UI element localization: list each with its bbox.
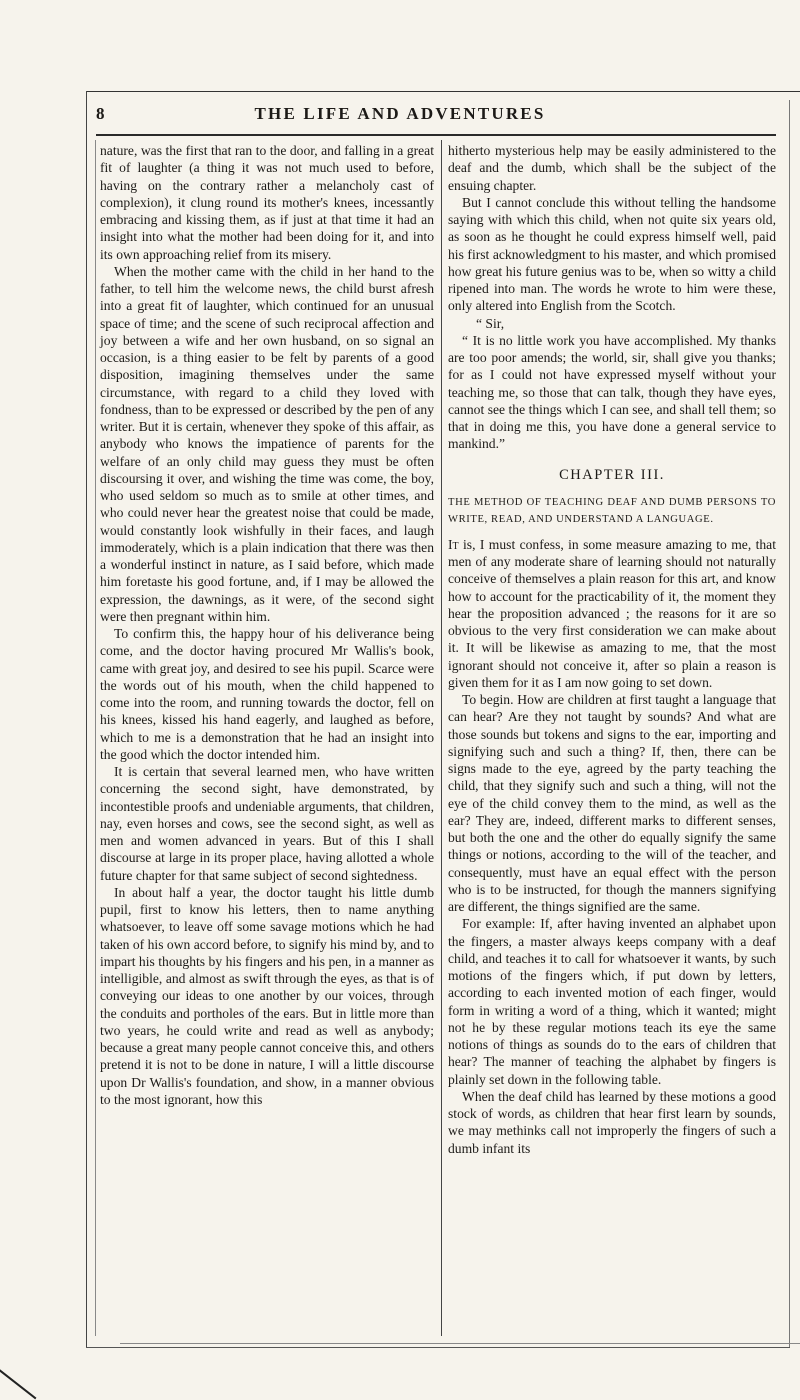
- left-column: [100, 142, 434, 1108]
- left-paragraph: In about half a year, the doctor taught his little dumb pupil, first to know his letters, then to name anything whatsoever, to leave off some savage motions which he had taken of his own accord before, to signify his mind by, and to impart his thoughts by his fingers and his pen, in a manner as intelligible, and almost as swift through the eyes, as that is of conveying our ideas to one another by our voices, through the conduits and portholes of the ears. But in little more than two years, he could write and read as well as anybody; because a great many people cannot conceive this, and others pretend it is not to be done in nature, I will a little discourse upon Dr Wallis's foundation, and show, in a manner obvious to the most ignorant, how this: [100, 884, 434, 1107]
- right-paragraph: When the deaf child has learned by these motions a good stock of words, as children that hear first learn by sounds, we may methinks call not improperly the fingers of such a dumb infant its: [448, 1088, 776, 1156]
- scan-border-left: [86, 91, 87, 1348]
- chapter-title: CHAPTER III.: [559, 466, 665, 483]
- letter-salutation: “ Sir,: [476, 315, 505, 331]
- opening-initial: It: [448, 536, 459, 552]
- scan-border-bottom-inner: [120, 1343, 800, 1344]
- right-paragraph: For example: If, after having invented an alphabet upon the fingers, a master always keeps company with a deaf child, and teaches it to call for whatsoever it wants, by such motions of the fingers which, if put down by letters, according to each invented motion of each finger, would form in writing a word of a thing, which it wanted; might not he by these regular motions teach its eye the same notions of things as sounds do to the ears of children that hear? The manner of teaching the alphabet by fingers is plainly set down in the following table.: [448, 916, 776, 1087]
- left-paragraph: When the mother came with the child in her hand to the father, to tell him the welcome news, the child burst afresh into a great fit of laughter, which continued for an unusual space of time; and the scene of such reciprocal affection and joy between a wife and her own husband, on so signal an occasion, is a thing easier to be felt by parents of a good disposition, imagining themselves under the same circumstance, with regard to a child they loved with fondness, than to be expressed or described by the pen of any writer. But it is certain, whenever they spoke of this affair, as anybody who knows the impatience of parents for the welfare of an only child may guess they must be often discoursing it over, and wishing the time was come, the boy, who used seldom so much as to smile at other times, and who could never hear the greatest noise that could be made, would constantly look wishfully in their faces, and laugh immoderately, which is a plain indication that there was then a wonderful instinct in nature, as I said before, which made him foretaste his good fortune, and, if I may be allowed the expression, the dawnings, as it were, of the second sight were then pregnant within him.: [100, 263, 434, 624]
- right-paragraph: hitherto mysterious help may be easily administered to the deaf and the dumb, which shall be the subject of the ensuing chapter.: [448, 143, 776, 193]
- left-paragraph: nature, was the first that ran to the door, and falling in a great fit of laughter (a thing it was not much used to before, having on the contrary rather a melancholy cast of complexion), it clung round its mother's knees, incessantly embracing and kissing them, as if just at that time it had an insight into what the mother had been doing for it, and into its own approaching relief from its misery.: [100, 143, 434, 262]
- opening-text: is, I must confess, in some measure amazing to me, that men of any moderate share of learning should not naturally conceive of themselves a plain reason for this art, and know how to account for the practicability of it, the moment they hear the proposition advanced ; the reasons for it are so obvious to the very first consideration we can make about it. It will be likewise as amazing to me, that the most ignorant should not conceive it, after so plain a reason is given them for it as I am now going to set down.: [448, 536, 776, 690]
- right-paragraph: But I cannot conclude this without telling the handsome saying with which this child, when not quite six years old, as soon as he thought he could express himself well, paid his first acknowledgment to his master, and which promised how great his future genius was to be, when so witty a child ripened into man. The words he wrote to him were these, only altered into English from the Scotch.: [448, 194, 776, 314]
- column-divider: [441, 140, 442, 1336]
- chapter-opening-paragraph: [448, 536, 776, 691]
- running-head: [0, 104, 800, 130]
- scan-border-right: [789, 100, 790, 1348]
- left-paragraph: To confirm this, the happy hour of his deliverance being come, and the doctor having procured Mr Wallis's book, came with great joy, and desired to see his pupil. Scarce were the words out of his mouth, when the child happened to come into the room, and running towards the doctor, fell on his knees, kissed his hand eagerly, and laughed as before, which to me is a demonstration that he had an insight into the good which the doctor intended him.: [100, 626, 434, 762]
- left-paragraph: It is certain that several learned men, who have written concerning the second sight, have demonstrated, by incontestible proofs and undeniable arguments, that children, nay, even horses and cows, see the second sight, as well as men and women advanced in years. But of this I shall discourse at large in its proper place, having allotted a whole future chapter for that same subject of second sightedness.: [100, 764, 434, 883]
- left-margin-rule: [95, 140, 96, 1336]
- corner-fold-line: [0, 1368, 36, 1399]
- page-number: 8: [96, 104, 105, 123]
- header-rule: [96, 134, 776, 136]
- running-title: THE LIFE AND ADVENTURES: [254, 104, 546, 123]
- right-paragraph: To begin. How are children at first taught a language that can hear? Are they not taught by sounds? And what are those sounds but tokens and signs to the ear, importing and signifying such and such a thing? If, then, there can be signs made to the eye, agreed by the party teaching the child, that they signify such and such a thing, will not the eye of the child convey them to the mind, as well as the ear? They are, indeed, different marks to different senses, but both the one and the other do equally signify the same things or notions, according to the will of the teacher, and consequently, must have an equal effect with the person who is to be instructed, for though the manners signifying are different, the things signified are the same.: [448, 692, 776, 914]
- scan-border-bottom: [86, 1347, 790, 1348]
- letter-text: “ It is no little work you have accomplished. My thanks are too poor amends; the world, sir, shall give you thanks; for as I could not have expressed myself without your teaching me, so those that can talk, though they have eyes, cannot see the things which I can see, and shall tell them; so that in doing me this, you have done a general service to mankind.”: [448, 332, 776, 452]
- scan-border-top: [86, 91, 800, 92]
- right-column: [448, 142, 776, 1157]
- chapter-subtitle: THE METHOD OF TEACHING DEAF AND DUMB PERSONS TO WRITE, READ, AND UNDERSTAND A LANGUAGE.: [448, 496, 776, 525]
